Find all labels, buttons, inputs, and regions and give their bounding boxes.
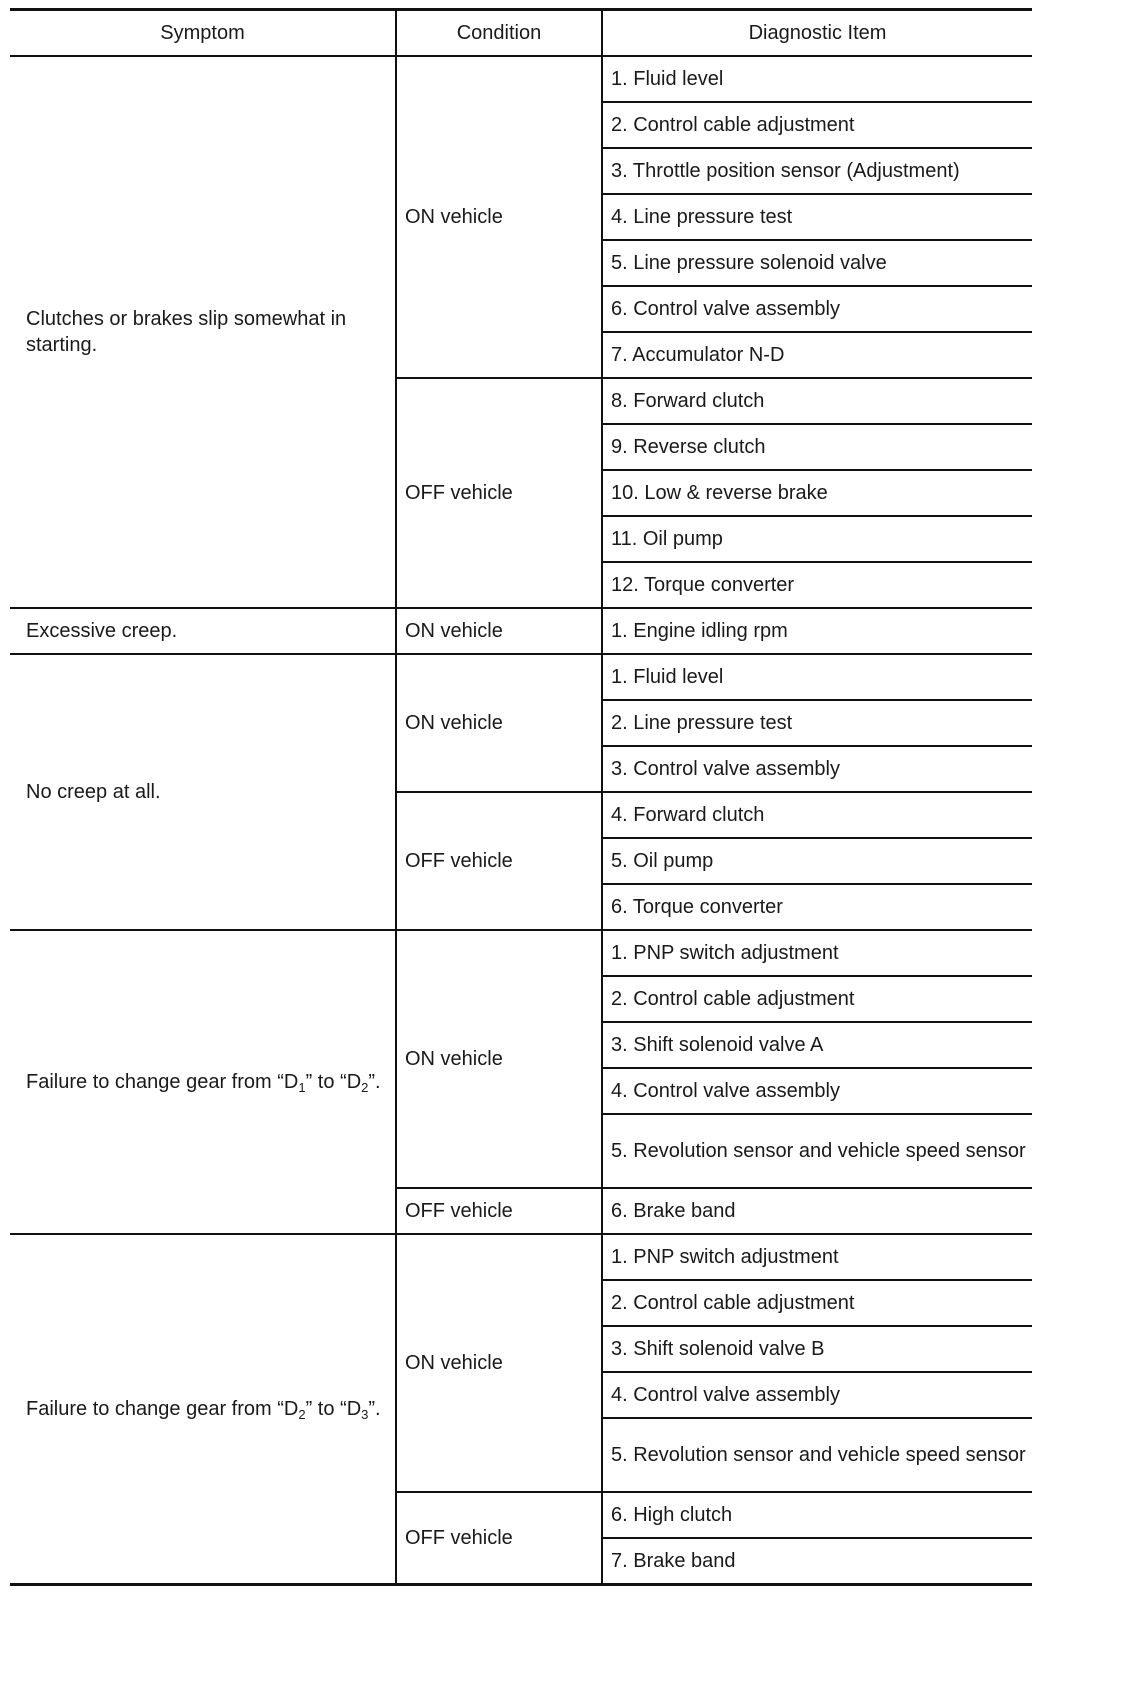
diagnostic-item-cell: 6. Control valve assembly [602, 286, 1032, 332]
diagnostic-item-cell: 4. Forward clutch [602, 792, 1032, 838]
diagnostic-table [10, 8, 1032, 1586]
diagnostic-item-cell: 6. Brake band [602, 1188, 1032, 1234]
diagnostic-item-cell: 1. PNP switch adjustment [602, 930, 1032, 976]
diagnostic-item-cell: 6. Torque converter [602, 884, 1032, 930]
diagnostic-item-cell: 7. Accumulator N-D [602, 332, 1032, 378]
symptom-text: ”. [368, 1398, 381, 1420]
diagnostic-item-cell: 4. Control valve assembly [602, 1372, 1032, 1418]
table-row [10, 1234, 1032, 1280]
diagnostic-item-cell: 2. Line pressure test [602, 700, 1032, 746]
symptom-subscript: 2 [298, 1407, 306, 1422]
condition-cell: ON vehicle [396, 608, 602, 654]
diagnostic-item-cell: 2. Control cable adjustment [602, 976, 1032, 1022]
symptom-text: ” to “D [305, 1398, 362, 1420]
diagnostic-item-cell: 9. Reverse clutch [602, 424, 1032, 470]
diagnostic-item-cell: 8. Forward clutch [602, 378, 1032, 424]
symptom-text: ” to “D [305, 1071, 362, 1093]
diagnostic-item-cell: 2. Control cable adjustment [602, 1280, 1032, 1326]
symptom-cell: Excessive creep. [10, 608, 396, 654]
diagnostic-item-cell: 12. Torque converter [602, 562, 1032, 608]
diagnostic-item-cell: 5. Revolution sensor and vehicle speed sensor [602, 1114, 1032, 1188]
symptom-text: Failure to change gear from “D [26, 1071, 299, 1093]
symptom-subscript: 1 [298, 1080, 306, 1095]
condition-cell: OFF vehicle [396, 1492, 602, 1585]
symptom-subscript: 3 [361, 1407, 369, 1422]
table-row [10, 654, 1032, 700]
diagnostic-item-cell: 4. Line pressure test [602, 194, 1032, 240]
header-row [10, 10, 1032, 57]
symptom-cell: Clutches or brakes slip somewhat in starting. [26, 308, 347, 356]
condition-cell: ON vehicle [396, 1234, 602, 1492]
symptom-text: Failure to change gear from “D [26, 1398, 299, 1420]
condition-cell: ON vehicle [396, 654, 602, 792]
diagnostic-item-cell: 5. Line pressure solenoid valve [602, 240, 1032, 286]
diagnostic-item-cell: 5. Oil pump [602, 838, 1032, 884]
diagnostic-item-cell: 11. Oil pump [602, 516, 1032, 562]
diagnostic-item-cell: 1. Engine idling rpm [602, 608, 1032, 654]
table-row [10, 608, 1032, 654]
table-body [10, 56, 1032, 1585]
diagnostic-item-cell: 10. Low & reverse brake [602, 470, 1032, 516]
header-symptom: Symptom [10, 10, 396, 57]
symptom-cell [10, 930, 396, 1234]
diagnostic-item-cell: 4. Control valve assembly [602, 1068, 1032, 1114]
diagnostic-item-cell: 1. PNP switch adjustment [602, 1234, 1032, 1280]
condition-cell: OFF vehicle [396, 1188, 602, 1234]
diagnostic-item-cell: 1. Fluid level [602, 56, 1032, 102]
diagnostic-item-cell: 3. Shift solenoid valve A [602, 1022, 1032, 1068]
diagnostic-item-cell: 5. Revolution sensor and vehicle speed sensor [602, 1418, 1032, 1492]
diagnostic-item-cell: 1. Fluid level [602, 654, 1032, 700]
condition-cell: ON vehicle [396, 56, 602, 378]
diagnostic-item-cell: 3. Throttle position sensor (Adjustment) [602, 148, 1032, 194]
condition-cell: OFF vehicle [396, 378, 602, 608]
diagnostic-item-cell: 7. Brake band [602, 1538, 1032, 1585]
diagnostic-item-cell: 2. Control cable adjustment [602, 102, 1032, 148]
condition-cell: ON vehicle [396, 930, 602, 1188]
diagnostic-item-cell: 3. Control valve assembly [602, 746, 1032, 792]
table-row [10, 56, 1032, 102]
header-condition: Condition [396, 10, 602, 57]
symptom-text: ”. [368, 1071, 381, 1093]
symptom-cell: No creep at all. [10, 654, 396, 930]
symptom-cell [10, 1234, 396, 1585]
condition-cell: OFF vehicle [396, 792, 602, 930]
diagnostic-item-cell: 3. Shift solenoid valve B [602, 1326, 1032, 1372]
symptom-subscript: 2 [361, 1080, 369, 1095]
diagnostic-item-cell: 6. High clutch [602, 1492, 1032, 1538]
table-row [10, 930, 1032, 976]
header-diagnostic-item: Diagnostic Item [602, 10, 1032, 57]
